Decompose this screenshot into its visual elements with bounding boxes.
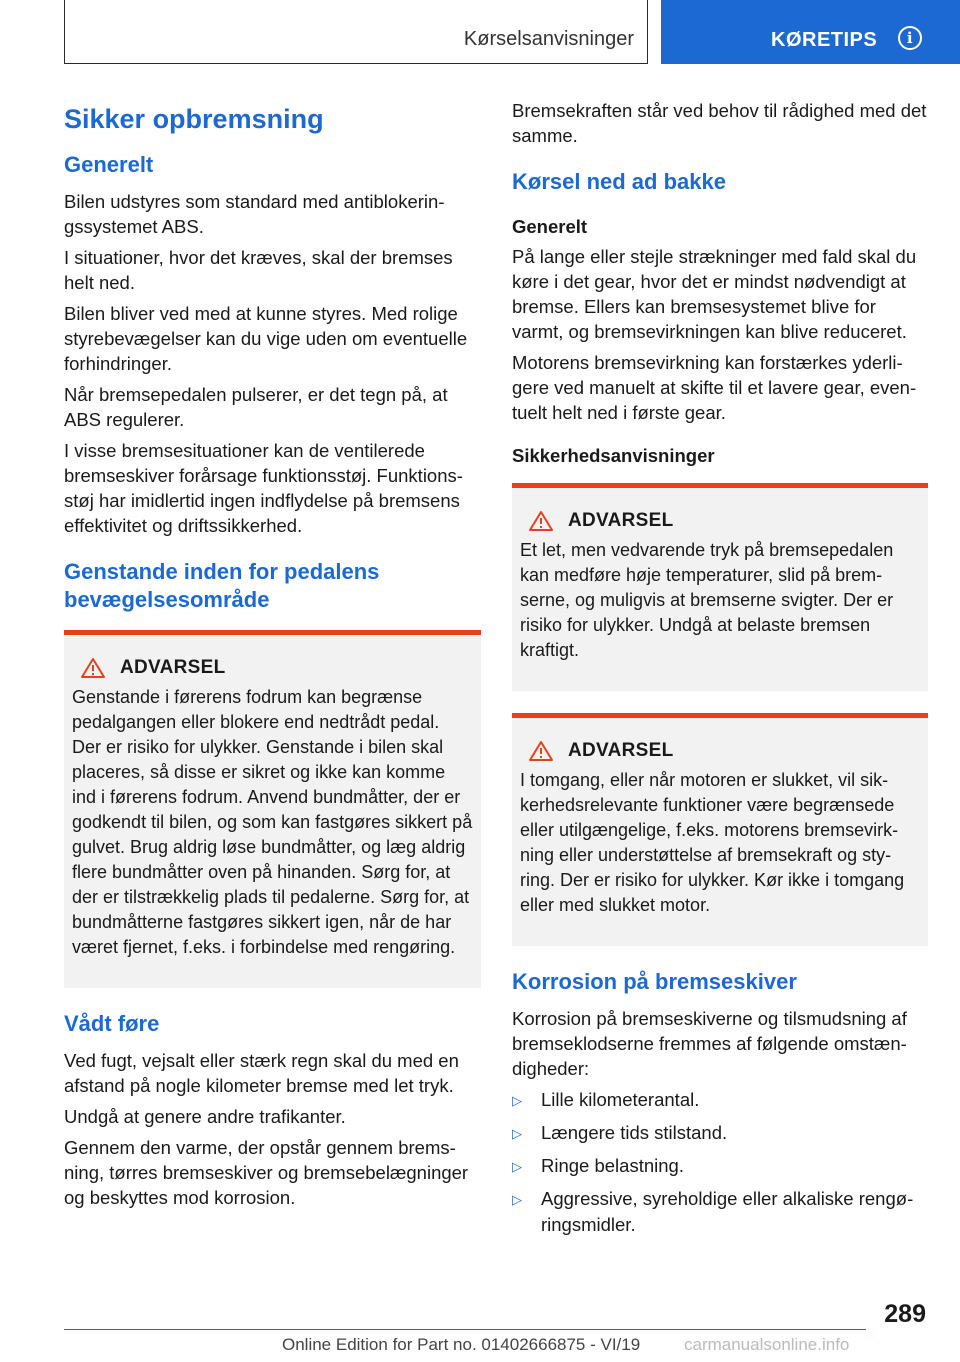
heading-downhill: Kørsel ned ad bakke <box>512 169 726 194</box>
warning-title: ADVARSEL <box>120 657 226 678</box>
triangle-bullet-icon: ▷ <box>512 1192 522 1207</box>
warning-box <box>512 483 928 691</box>
list-item-text: Aggressive, syreholdige eller alkaliske rengøringsmidler. <box>541 1188 914 1235</box>
triangle-bullet-icon: ▷ <box>512 1159 522 1174</box>
bullet-list <box>512 1087 928 1238</box>
warning-header <box>528 740 920 762</box>
warning-box <box>64 630 481 988</box>
heading-pedal-area: Genstande inden for pedalens bevægelsesområde <box>64 559 380 612</box>
warning-triangle-icon <box>528 510 554 532</box>
warning-title: ADVARSEL <box>568 510 674 531</box>
paragraph: På lange eller stejle strækninger med fald skal du køre i det gear, hvor det er mindst nødvendigt at bremse. Ellers kan bremsesystemet blive for varmt, og bremsevirkningen kan blive reduceret. <box>512 246 917 342</box>
watermark: carmanualsonline.info <box>684 1335 850 1354</box>
list-item <box>512 1120 928 1147</box>
heading-generelt: Generelt <box>64 152 154 177</box>
paragraph: Motorens bremsevirkning kan forstærkes yderligere ved manuelt at skifte til et lavere gear, eventuelt helt ned i første gear. <box>512 352 917 423</box>
subheading-safety: Sikkerhedsanvisninger <box>512 445 715 466</box>
page-title: Sikker opbremsning <box>64 104 324 134</box>
paragraph: Gennem den varme, der opstår gennem bremsning, tørres bremseskiver og bremsebelægninger og beskyttes mod korrosion. <box>64 1137 469 1208</box>
paragraph: Bilen bliver ved med at kunne styres. Med rolige styrebevægelser kan du vige uden om eventuelle forhindringer. <box>64 303 468 374</box>
section-tab <box>661 0 960 64</box>
warning-text: I tomgang, eller når motoren er slukket, vil sikkerhedsrelevante funktioner være begrænsede eller utilgængelige, f.eks. motorens bremsevirkning eller understøttelse af bremsekraft og styring. Der er risiko for ulykker. Kør ikke i tomgang eller med slukket motor. <box>520 770 905 915</box>
list-item-text: Ringe belastning. <box>541 1155 684 1176</box>
warning-triangle-icon <box>528 740 554 762</box>
paragraph: I visse bremsesituationer kan de ventilerede bremseskiver forårsage funktionsstøj. Funktionsstøj har imidlertid ingen indflydelse på bremsens effektivitet og driftssikkerhed. <box>64 440 463 536</box>
paragraph: Korrosion på bremseskiverne og tilsmudsning af bremseklodserne fremmes af følgende omstændigheder: <box>512 1008 907 1079</box>
left-column <box>64 98 481 1216</box>
right-column <box>512 98 928 1244</box>
warning-title: ADVARSEL <box>568 740 674 761</box>
heading-wet-road: Vådt føre <box>64 1011 160 1036</box>
footer-divider <box>64 1329 866 1330</box>
paragraph: Ved fugt, vejsalt eller stærk regn skal du med en afstand på nogle kilometer bremse med let tryk. <box>64 1050 459 1096</box>
paragraph: Bremsekraften står ved behov til rådighed med det samme. <box>512 100 927 146</box>
subheading-generelt: Generelt <box>512 216 588 237</box>
warning-header <box>528 510 920 532</box>
list-item <box>512 1153 928 1180</box>
chapter-tab <box>64 0 648 64</box>
list-item-text: Lille kilometerantal. <box>541 1089 700 1110</box>
list-item-text: Længere tids stilstand. <box>541 1122 728 1143</box>
heading-corrosion: Korrosion på bremseskiver <box>512 969 797 994</box>
warning-text: Et let, men vedvarende tryk på bremsepedalen kan medføre høje temperaturer, slid på bremserne, og muligvis at bremserne svigter. Der er risiko for ulykker. Undgå at belaste bremsen kraftigt. <box>520 540 894 660</box>
info-icon: i <box>898 26 922 50</box>
paragraph: Bilen udstyres som standard med antiblokeringssystemet ABS. <box>64 191 445 237</box>
section-title: KØRETIPS <box>771 29 878 51</box>
triangle-bullet-icon: ▷ <box>512 1126 522 1141</box>
page-number: 289 <box>884 1300 926 1328</box>
warning-box <box>512 713 928 946</box>
chapter-title: Kørselsanvisninger <box>463 28 634 50</box>
list-item <box>512 1186 928 1238</box>
paragraph: Undgå at genere andre trafikanter. <box>64 1106 346 1127</box>
warning-triangle-icon <box>80 657 106 679</box>
paragraph: Når bremsepedalen pulserer, er det tegn på, at ABS regulerer. <box>64 384 448 430</box>
triangle-bullet-icon: ▷ <box>512 1093 522 1108</box>
warning-header <box>80 657 473 679</box>
edition-text: Online Edition for Part no. 01402666875 - VI/19 <box>282 1335 641 1354</box>
list-item <box>512 1087 928 1114</box>
paragraph: I situationer, hvor det kræves, skal der bremses helt ned. <box>64 247 453 293</box>
warning-text: Genstande i førerens fodrum kan begrænse pedalgangen eller blokere end nedtrådt pedal. Der er risiko for ulykker. Genstande i bilen skal placeres, så disse er sikret og ikke kan komme ind i førerens fodrum. Anvend bundmåtter, der er godkendt til bilen, og som kan fastgøres sikkert på gulvet. Brug aldrig løse bundmåtter, og læg aldrig flere bundmåtter oven på hinanden. Sørg for, at der er tilstrækkelig plads til pedalerne. Sørg for, at bundmåtterne fastgøres sikkert igen, når de har været fjernet, f.eks. i forbindelse med rengøring. <box>72 687 473 957</box>
